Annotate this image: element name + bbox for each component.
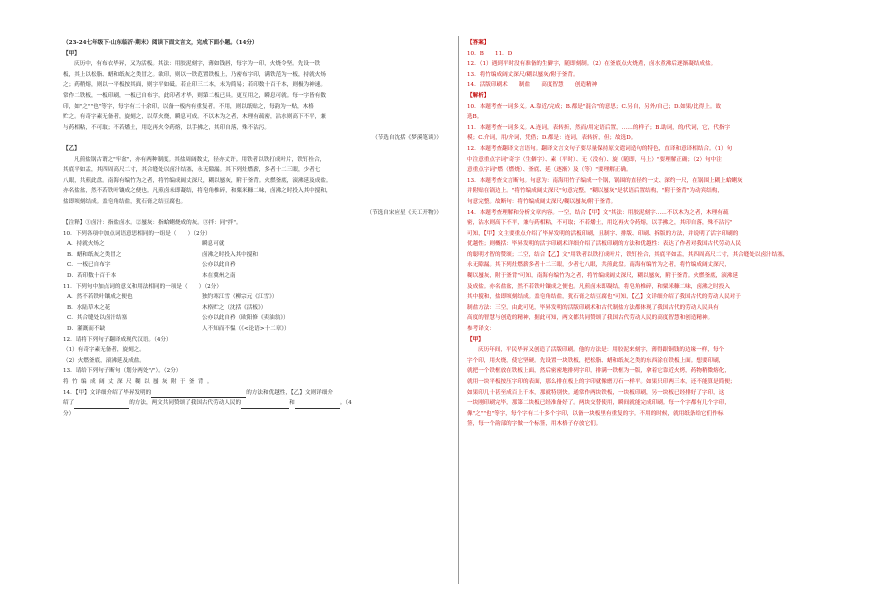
option-b: 木格贮之（沈括《活板》） bbox=[202, 304, 267, 311]
yi-source: （节选自宋应星《天工开物》） bbox=[366, 209, 442, 216]
option-b: 独钓寒江雪（柳宗元《江雪》） bbox=[202, 294, 278, 301]
passage-line: 贮之。有奇字素无备者，旋刻之，以草火烧，瞬息可成。不以木为之者，木理有疏密，沾水则高下不平，兼 bbox=[63, 114, 326, 121]
question-14 bbox=[63, 388, 442, 399]
option-b: 公亦以此自矜 bbox=[202, 262, 236, 269]
question-14-cont bbox=[63, 398, 442, 409]
question-11: 11．下列句中加点词的意义和用法相同的一项是（ ）（2分） bbox=[63, 283, 222, 290]
analysis-line: 14．本题考查理解和分析文章内容。一空，结合【甲】文"其法：用胶泥刻字……不以木为之者，木理有疏 bbox=[467, 209, 729, 216]
yi-tag: 【乙】 bbox=[63, 145, 80, 152]
yi-passage bbox=[63, 155, 442, 208]
option-a: D．灌溉而不缺 bbox=[67, 326, 106, 333]
option-a: D．若印数十百千本 bbox=[67, 273, 117, 280]
answer-blank bbox=[241, 400, 289, 409]
passage-line: 八眼，共煎此盘。南海有编竹为之者，将竹编成阔丈深尺，糊以蜃灰，附于釜背。火燃釜底，滚沸延及成盐。 bbox=[63, 177, 332, 184]
analysis-line: 制盐方法：三空，由此可见，毕昇发明的活版印刷术和古代制盐方法都体现了我国古代的劳动人民具有 bbox=[467, 304, 719, 311]
question-10: 10．下列各项中加点词语意思相同的一组是（ ）（2分） bbox=[63, 230, 211, 237]
option-row bbox=[63, 313, 442, 324]
q14-text: 。（4 bbox=[339, 400, 352, 407]
option-a: B．水陆草木之花 bbox=[67, 304, 111, 311]
question-13: 13．请给下列句子断句（划分两处"/"）。（2分） bbox=[63, 368, 182, 375]
analysis-line: 句意完整。故断句：将竹编成阔丈深尺/糊以蜃灰/附于釜背。 bbox=[467, 198, 617, 205]
q14-text: 14．【甲】文详细介绍了毕昇发明的 bbox=[63, 389, 152, 396]
answer-blank bbox=[295, 400, 340, 409]
reference-tag: 参考译文： bbox=[467, 326, 495, 333]
jia-tag: 【甲】 bbox=[63, 50, 80, 57]
analysis-line: 优越性；则概括：毕昇发明的活字印刷术详细介绍了活板印刷的方法和优越性：表达了作者对我国古代劳动人民 bbox=[467, 241, 742, 248]
option-a: A．然不若铁叶镶成之便也 bbox=[67, 294, 133, 301]
answer-12: 12．（1）遇到平时没有准备的生僻字，随即刻制。（2）在釜底点火烧煮，卤水煮沸后逐渐凝结成盐。 bbox=[467, 61, 717, 68]
translation-line: 如果印几十甚至成百上千本，那就特别快。通常作两块铁板，一块板印刷，另一块板已经排好了字印，这 bbox=[467, 389, 725, 396]
option-a: C．一板已自布字 bbox=[67, 262, 111, 269]
analysis-line: 意重点字词"燃（燃烧）、釜底、延（逐渐）及（等）"要理解正确。 bbox=[467, 167, 632, 174]
translation-line: 像"之""也"等字，每个字有二十多个字印，以备一块板里有重复的字。不用的时候，就用纸条给它们作标 bbox=[467, 410, 724, 417]
analysis-body bbox=[467, 102, 809, 324]
translation-line: 庆历年间，平民毕昇又创造了活版印刷。他的方法是：用胶泥来刻字，薄得跟铜钱的边缘一样，每个 bbox=[478, 347, 725, 354]
translation-line: 就把一个铁框放在铁板上面，然后密密地排列字印，排满一铁框为一版，拿着它靠近火烤，药物稍微熔化， bbox=[467, 368, 730, 375]
translation-line: 签，每一个韵部的字做一个标签，用木格子存放它们。 bbox=[467, 421, 602, 428]
option-b: 人不知而不愠（《<论语>十二章》） bbox=[202, 326, 290, 333]
analysis-tag: 【解析】 bbox=[467, 92, 490, 99]
translation-line: 字个印，用火烧，使它坚硬。先设置一块铁板，把松脂、蜡和纸灰之类的东西涂在铁板上面。想要印刷， bbox=[467, 357, 725, 364]
translation-body bbox=[467, 345, 809, 430]
answer-10-11: 10．B 11．D bbox=[467, 50, 513, 57]
left-column bbox=[63, 38, 442, 583]
analysis-line: 永无隙漏。其下列灶燃薪多者十二三眼，少者七八眼，共煎此盘。南海有编竹为之者，将竹编成阔丈深尺， bbox=[467, 262, 730, 269]
q14-text: 绍了 bbox=[63, 400, 75, 407]
option-a: C．其合缝处以卤汁结塞 bbox=[67, 315, 128, 322]
analysis-line: 并附贴在锅边上。"将竹编成阔丈深尺"句意完整，"糊以蜃灰"是状语后置结构，"附于釜背"为动宾结构， bbox=[467, 188, 723, 195]
q14-text: 和 bbox=[289, 400, 295, 407]
passage-line: 亦名盐盆，然不若铁叶镶成之便也。凡煎卤未即凝结，将皂角椎碎，和粟米糠二味，卤沸之时投入其中搅和， bbox=[63, 188, 332, 195]
jia-passage bbox=[63, 59, 442, 133]
passage-line: 常作二铁板，一板印刷，一板已自布字，此印者才毕，则第二板已具。更互用之，瞬息可就。每一字皆有数 bbox=[63, 92, 326, 99]
option-row bbox=[63, 303, 442, 314]
question-header: （23-24七年级下·山东临沂·期末）阅读下面文言文，完成下面小题。（14分） bbox=[63, 40, 258, 46]
analysis-line: 密，沾水则高下不平，兼与药相粘，不可取；不若燔土，用讫再火令药熔，以手拂之，其印自落，殊不沾污" bbox=[467, 220, 733, 227]
passage-line: 与药相粘，不可取；不若燔土，用讫再火令药熔，以手拂之，其印自落，殊不沾污。 bbox=[63, 124, 270, 131]
option-b: 公亦以此自矜（欧阳修《卖油翁》） bbox=[202, 315, 289, 322]
translation-line: 一块刚印刷完毕，那第二块板已经准备好了。两块交替使用，瞬间就能完成印刷。每一个字都有几个字印， bbox=[467, 400, 730, 407]
passage-line: 板，其上以松脂、蜡和纸灰之类冒之。欲印，则以一铁范置铁板上，乃密布字印，满铁范为一板，持就火炀 bbox=[63, 71, 326, 78]
answer-14: 14．活版印刷术 制盐 高度智慧 创造精神 bbox=[467, 82, 598, 89]
analysis-line: 糊以蜃灰，附于釜背"可知，南海有编竹为之者，将竹编成阔丈深尺，糊以蜃灰，附于釜背。火燃釜底，滚沸延 bbox=[467, 273, 739, 280]
option-row bbox=[63, 324, 442, 335]
notes: 【注释】①卤汁：指盐卤水。②蜃灰：指蛤蜊烧成的灰。③拌：同"拌"。 bbox=[63, 220, 242, 227]
q13-sentence: 将竹编成阔丈深尺糊以蜃灰附于釜背。 bbox=[63, 379, 216, 385]
passage-line: 其底平如盂，其四周高尺二寸，其合缝处以卤汁结塞，永无隙漏。其下列灶燃薪，多者十二三眼，少者七 bbox=[63, 167, 321, 174]
q14-text: 的方法和优越性，【乙】文则详细介 bbox=[246, 389, 333, 396]
answer-blank bbox=[151, 389, 246, 398]
analysis-line: 其中搅和，盐即顷刻结成。盖皂角结盐，犹石膏之结豆腐也"可知，【乙】文详细介绍了我国古代的劳动人民对于 bbox=[467, 294, 741, 301]
passage-line: 印，如"之""也"等字，每字有二十余印，以备一板内有重复者。不用，则以纸贴之，每韵为一贴，木格 bbox=[63, 103, 314, 110]
answer-blank bbox=[74, 400, 129, 409]
option-b: 卤沸之时投入其中搅和 bbox=[202, 251, 258, 258]
analysis-line: 中注意重点字词"奇字（生僻字）、素（平时）、无（没有）、旋（随即，马上）"要理解正确；（2）句中注 bbox=[467, 156, 722, 163]
option-b: 瞬息可就 bbox=[202, 241, 225, 248]
analysis-line: 高度的智慧与创造的精神，据此可知，两文都共同赞颂了我国古代劳动人民的高度智慧和创造精神。 bbox=[467, 315, 714, 322]
analysis-line: 12．本题考查翻译文言语句。翻译文言文句子要尽量保持原文遣词造句的特色，直译和意译相结合。（1）句 bbox=[467, 145, 733, 152]
right-column bbox=[467, 38, 809, 583]
question-14-end: 分） bbox=[63, 410, 75, 417]
option-row bbox=[63, 250, 442, 261]
analysis-line: 选B。 bbox=[467, 114, 483, 121]
column-divider bbox=[458, 36, 459, 584]
analysis-line: 及成盐。亦名盐盆，然不若铁叶镶成之便也。凡煎卤未即凝结，将皂角椎碎，和粟米糠二味，卤沸之时投入 bbox=[467, 283, 730, 290]
option-a: B．蜡和纸灰之类冒之 bbox=[67, 251, 122, 258]
option-row bbox=[63, 260, 442, 271]
translation-line: 就用一块平板按压字印的表面，那么排在板上的字印就像磨刀石一样平。如果只印两三本，还不能算是简便； bbox=[467, 379, 736, 385]
option-a: A．持就火炀之 bbox=[67, 241, 105, 248]
analysis-line: 13．本题考查文言断句。句意为：南海用竹子编成一个锅，锅围的直径约一丈、深约一尺，在锅围上糊上蛤蜊灰 bbox=[467, 177, 743, 184]
option-b: 本在冀州之南 bbox=[202, 273, 236, 280]
option-row bbox=[63, 292, 442, 303]
analysis-line: 10．本题考查一词多义。A.靠近/完成；B.都是"混合"的意思；C.另自，另外/自己；D.如果/比得上。故 bbox=[467, 103, 722, 110]
passage-line: 盐即顷刻结成。盖皂角结盐，犹石膏之结豆腐也。 bbox=[63, 198, 187, 205]
analysis-line: 的聪明才智的赞颂；二空，结合【乙】文"用铁者以铁打成叶片，铁钉拴合，其底平如盂，其四周高尺二寸，其合缝处以卤汁结塞， bbox=[467, 251, 789, 258]
translation-jia-tag: 【甲】 bbox=[467, 336, 484, 343]
passage-line: 凡煎盐锅古谓之"牢盆"，亦有两种制度。其盐周阔数丈，径亦丈许。用铁者以铁打成叶片，铁钉拴合， bbox=[74, 156, 326, 163]
option-row bbox=[63, 239, 442, 250]
analysis-line: 可知，【甲】文主要重点介绍了毕昇发明的活板印刷，且制字、排版、印刷、拆版的方法，并说明了活字印刷的 bbox=[467, 230, 739, 237]
jia-source: （节选自沈括《梦溪笔谈》） bbox=[372, 135, 442, 142]
passage-line: 之；药稍熔，则以一平板按其面，则字平如砥。若止印三二本，未为简易；若印数十百千本，则极为神速。 bbox=[63, 82, 326, 89]
option-row bbox=[63, 271, 442, 282]
answer-13: 13．将竹编成阔丈深尺/糊以蜃灰/附于釜背。 bbox=[467, 71, 579, 78]
answer-tag: 【答案】 bbox=[467, 40, 490, 46]
q12-item: （2）火燃釜底，滚沸延及成盐。 bbox=[63, 357, 145, 364]
q14-text: 的方法，两文共同赞颂了我国古代劳动人民的 bbox=[129, 400, 242, 407]
analysis-line: 11．本题考查一词多义。A.连词，表转折，然而/用定语后置，……的样子；B.助词，的/代词，它，代指字 bbox=[467, 124, 731, 131]
q12-item: （1）有奇字素无备者，旋刻之。 bbox=[63, 347, 145, 354]
analysis-line: 模；C.介词，用/介词，凭借；D.都是：连词，表转折，但；故选D。 bbox=[467, 135, 637, 142]
question-12: 12．请将下列句子翻译成现代汉语。（4分） bbox=[63, 336, 172, 343]
passage-line: 庆历中，有布衣毕昇，又为活板。其法：用胶泥刻字，薄如钱唇，每字为一印，火烧令坚。先设一铁 bbox=[74, 61, 321, 68]
